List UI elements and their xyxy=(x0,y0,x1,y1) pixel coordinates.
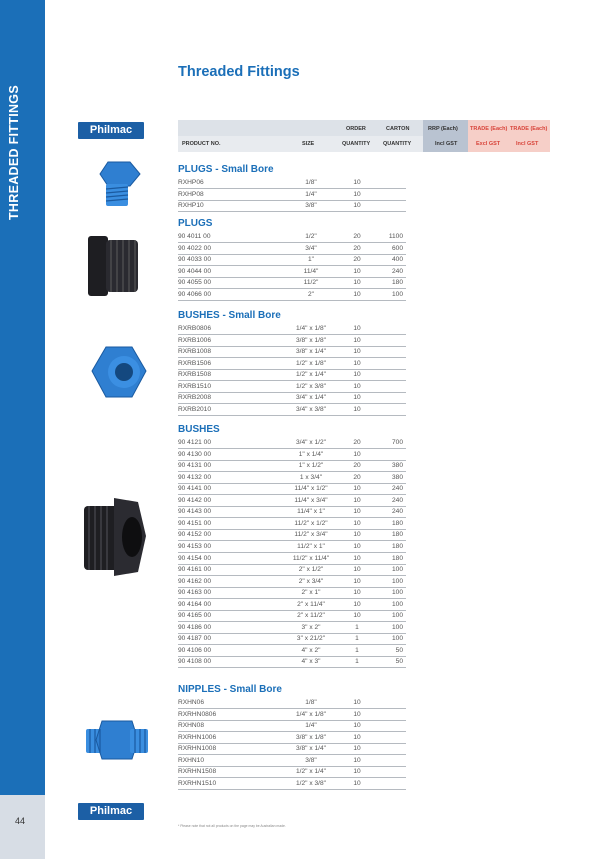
table-row xyxy=(178,382,406,393)
table-row xyxy=(178,657,406,668)
page-number: 44 xyxy=(15,816,26,826)
table-row xyxy=(178,646,406,657)
order-qty-cell: 10 xyxy=(353,577,361,585)
size-cell: 11/4" xyxy=(303,267,319,275)
order-qty-cell: 10 xyxy=(353,325,361,332)
product-no-cell: 90 4108 00 xyxy=(178,658,212,666)
sidebar xyxy=(0,0,45,859)
size-cell: 1" x 1/4" xyxy=(298,450,324,458)
section-title: BUSHES - Small Bore xyxy=(178,310,281,321)
order-qty-cell: 10 xyxy=(353,699,361,706)
table-row xyxy=(178,542,406,553)
section-title: PLUGS - Small Bore xyxy=(178,164,274,175)
size-cell: 2" x 3/4" xyxy=(298,577,324,585)
product-no-cell: RXRHN1508 xyxy=(178,768,217,776)
order-qty-cell: 10 xyxy=(353,179,361,186)
carton-qty-cell: 100 xyxy=(391,635,403,643)
table-row xyxy=(178,634,406,645)
table-row xyxy=(178,461,406,472)
table-row xyxy=(178,232,406,243)
product-no-cell: 90 4152 00 xyxy=(178,531,212,539)
order-qty-cell: 10 xyxy=(353,745,361,753)
size-cell: 2" x 11/2" xyxy=(297,612,325,620)
order-qty-cell: 10 xyxy=(353,382,361,390)
table-row xyxy=(178,336,406,347)
size-cell: 3/4" x 1/2" xyxy=(296,439,326,446)
table-row xyxy=(178,359,406,370)
product-no-cell: RXHP08 xyxy=(178,190,204,198)
rrp-column-band xyxy=(423,120,468,152)
size-cell: 3/8" xyxy=(305,756,317,764)
product-no-cell: 90 4151 00 xyxy=(178,519,212,527)
header-carton-quantity: QUANTITY xyxy=(383,141,412,147)
sidebar-title: THREADED FITTINGS xyxy=(7,85,21,220)
header-order-quantity: QUANTITY xyxy=(342,141,371,147)
size-cell: 11/2" x 11/4" xyxy=(292,554,330,562)
section-title: PLUGS xyxy=(178,218,213,229)
order-qty-cell: 10 xyxy=(353,348,361,356)
order-qty-cell: 10 xyxy=(353,485,361,493)
product-no-cell: 90 4164 00 xyxy=(178,600,212,608)
order-qty-cell: 10 xyxy=(353,554,361,562)
table-row xyxy=(178,623,406,634)
size-cell: 11/2" x 1/2" xyxy=(294,519,328,527)
product-no-cell: 90 4106 00 xyxy=(178,646,212,654)
table-row xyxy=(178,178,406,189)
table-row xyxy=(178,324,406,335)
size-cell: 11/4" x 3/4" xyxy=(294,496,328,504)
product-no-cell: 90 4131 00 xyxy=(178,462,212,470)
order-qty-cell: 10 xyxy=(353,267,361,275)
product-no-cell: RXRB2008 xyxy=(178,394,211,402)
product-no-cell: 90 4187 00 xyxy=(178,635,212,643)
brand-logo: Philmac xyxy=(78,122,144,139)
size-cell: 3/8" x 1/8" xyxy=(296,336,326,344)
plug-small-bore-image xyxy=(86,160,146,215)
order-qty-cell: 20 xyxy=(353,256,361,264)
order-qty-cell: 1 xyxy=(355,646,359,654)
table-row xyxy=(178,698,406,709)
plug-image xyxy=(84,228,144,303)
order-qty-cell: 10 xyxy=(353,722,361,730)
order-qty-cell: 10 xyxy=(353,336,361,344)
product-no-cell: RXHN06 xyxy=(178,699,205,706)
carton-qty-cell: 180 xyxy=(391,279,403,287)
order-qty-cell: 10 xyxy=(353,779,361,787)
table-row xyxy=(178,577,406,588)
table-row xyxy=(178,756,406,767)
product-no-cell: 90 4154 00 xyxy=(178,554,212,562)
carton-qty-cell: 600 xyxy=(391,244,403,252)
order-qty-cell: 1 xyxy=(355,635,359,643)
carton-qty-cell: 1100 xyxy=(388,233,403,240)
table-row xyxy=(178,519,406,530)
page-number-box xyxy=(0,795,45,859)
table-row xyxy=(178,565,406,576)
product-no-cell: 90 4143 00 xyxy=(178,508,212,516)
table-row xyxy=(178,290,406,301)
table-row xyxy=(178,438,406,449)
size-cell: 1/2" x 1/8" xyxy=(296,359,326,367)
product-no-cell: 90 4162 00 xyxy=(178,577,212,585)
size-cell: 3/4" x 3/8" xyxy=(296,405,326,413)
order-qty-cell: 20 xyxy=(353,462,361,470)
table-row xyxy=(178,507,406,518)
product-no-cell: RXRB1510 xyxy=(178,382,211,390)
carton-qty-cell: 100 xyxy=(391,566,403,574)
size-cell: 1/8" xyxy=(305,179,317,186)
product-no-cell: 90 4141 00 xyxy=(178,485,212,493)
table-row xyxy=(178,190,406,201)
table-row xyxy=(178,347,406,358)
product-no-cell: 90 4066 00 xyxy=(178,290,212,298)
order-qty-cell: 10 xyxy=(353,600,361,608)
product-no-cell: 90 4130 00 xyxy=(178,450,212,458)
size-cell: 11/2" xyxy=(303,279,319,287)
table-row xyxy=(178,450,406,461)
carton-qty-cell: 400 xyxy=(391,256,403,264)
header-carton: CARTON xyxy=(386,126,410,132)
order-qty-cell: 1 xyxy=(355,623,359,631)
order-qty-cell: 10 xyxy=(353,371,361,379)
order-qty-cell: 10 xyxy=(353,405,361,413)
order-qty-cell: 10 xyxy=(353,566,361,574)
carton-qty-cell: 50 xyxy=(395,646,403,654)
header-incl-gst: Incl GST xyxy=(516,141,539,147)
product-no-cell: RXHP10 xyxy=(178,202,204,210)
size-cell: 1/4" x 1/8" xyxy=(296,710,326,718)
table-row xyxy=(178,201,406,212)
footnote: * Please note that not all products on the page may be Australian made. xyxy=(178,824,286,828)
header-trade-incl: TRADE (Each) xyxy=(510,126,548,132)
carton-qty-cell: 180 xyxy=(391,554,403,562)
product-no-cell: RXRB0806 xyxy=(178,325,211,332)
size-cell: 11/2" x 3/4" xyxy=(294,531,328,539)
order-qty-cell: 10 xyxy=(353,589,361,597)
bush-small-bore-image xyxy=(88,343,150,405)
size-cell: 3/4" x 1/4" xyxy=(296,394,326,402)
product-no-cell: 90 4055 00 xyxy=(178,279,212,287)
table-row xyxy=(178,484,406,495)
table-row xyxy=(178,767,406,778)
product-no-cell: RXRHN1510 xyxy=(178,779,217,787)
size-cell: 2" x 1/2" xyxy=(298,566,324,574)
table-row xyxy=(178,244,406,255)
size-cell: 3" x 21/2" xyxy=(296,635,326,643)
product-no-cell: RXRHN1008 xyxy=(178,745,217,753)
product-no-cell: RXHN10 xyxy=(178,756,205,764)
order-qty-cell: 10 xyxy=(353,733,361,741)
order-qty-cell: 10 xyxy=(353,359,361,367)
table-row xyxy=(178,393,406,404)
order-qty-cell: 20 xyxy=(353,473,361,481)
size-cell: 3" x 2" xyxy=(301,623,321,631)
product-no-cell: RXRHN0806 xyxy=(178,710,217,718)
size-cell: 1/8" xyxy=(305,699,317,706)
size-cell: 3/8" x 1/4" xyxy=(296,348,326,356)
order-qty-cell: 20 xyxy=(353,439,361,446)
product-no-cell: RXHP06 xyxy=(178,179,204,186)
header-size: SIZE xyxy=(302,141,315,147)
brand-logo-footer: Philmac xyxy=(78,803,144,820)
carton-qty-cell: 180 xyxy=(391,542,403,550)
product-no-cell: 90 4153 00 xyxy=(178,542,212,550)
size-cell: 11/4" x 1" xyxy=(297,508,325,516)
header-order: ORDER xyxy=(346,126,366,132)
product-no-cell: RXRB1506 xyxy=(178,359,211,367)
trade-column-band xyxy=(468,120,550,152)
size-cell: 11/2" x 1" xyxy=(297,542,325,550)
carton-qty-cell: 240 xyxy=(391,508,403,516)
size-cell: 1" x 1/2" xyxy=(298,462,324,470)
table-row xyxy=(178,496,406,507)
carton-qty-cell: 180 xyxy=(391,519,403,527)
table-row xyxy=(178,744,406,755)
size-cell: 1 x 3/4" xyxy=(299,473,323,481)
table-row xyxy=(178,530,406,541)
product-no-cell: 90 4011 00 xyxy=(178,233,211,240)
product-no-cell: RXRB2010 xyxy=(178,405,211,413)
product-no-cell: 90 4132 00 xyxy=(178,473,212,481)
carton-qty-cell: 700 xyxy=(391,439,403,446)
section-title: NIPPLES - Small Bore xyxy=(178,684,282,695)
carton-qty-cell: 100 xyxy=(391,600,403,608)
size-cell: 1/2" x 1/4" xyxy=(296,371,326,379)
size-cell: 1/2" x 1/4" xyxy=(296,768,326,776)
table-row xyxy=(178,779,406,790)
table-row xyxy=(178,370,406,381)
section-title: BUSHES xyxy=(178,424,220,435)
product-no-cell: 90 4022 00 xyxy=(178,244,212,252)
carton-qty-cell: 180 xyxy=(391,531,403,539)
order-qty-cell: 10 xyxy=(353,542,361,550)
size-cell: 1/2" x 3/8" xyxy=(296,779,326,787)
carton-qty-cell: 380 xyxy=(391,473,403,481)
size-cell: 2" xyxy=(307,290,314,298)
carton-qty-cell: 100 xyxy=(391,612,403,620)
size-cell: 1/4" x 1/8" xyxy=(296,325,326,332)
product-no-cell: 90 4033 00 xyxy=(178,256,212,264)
header-excl-gst: Excl GST xyxy=(476,141,501,147)
product-no-cell: 90 4186 00 xyxy=(178,623,212,631)
header-rrp: RRP (Each) xyxy=(428,126,458,132)
table-row xyxy=(178,710,406,721)
page-title: Threaded Fittings xyxy=(178,64,300,80)
order-qty-cell: 10 xyxy=(353,710,361,718)
table-row xyxy=(178,255,406,266)
order-qty-cell: 10 xyxy=(353,190,361,198)
carton-qty-cell: 240 xyxy=(391,496,403,504)
order-qty-cell: 20 xyxy=(353,244,361,252)
carton-qty-cell: 100 xyxy=(391,589,403,597)
product-no-cell: RXRB1006 xyxy=(178,336,211,344)
product-no-cell: RXRB1508 xyxy=(178,371,211,379)
header-rrp-incl-gst: Incl GST xyxy=(435,141,458,147)
order-qty-cell: 10 xyxy=(353,496,361,504)
size-cell: 1/4" xyxy=(305,722,317,730)
product-no-cell: 90 4121 00 xyxy=(178,439,212,446)
order-qty-cell: 10 xyxy=(353,508,361,516)
size-cell: 11/4" x 1/2" xyxy=(294,485,328,493)
order-qty-cell: 10 xyxy=(353,279,361,287)
order-qty-cell: 10 xyxy=(353,519,361,527)
order-qty-cell: 10 xyxy=(353,768,361,776)
order-qty-cell: 10 xyxy=(353,756,361,764)
table-row xyxy=(178,554,406,565)
table-row xyxy=(178,721,406,732)
size-cell: 3/4" xyxy=(305,244,317,252)
size-cell: 3/8" xyxy=(305,202,317,210)
table-row xyxy=(178,267,406,278)
table-row xyxy=(178,473,406,484)
header-trade-excl: TRADE (Each) xyxy=(470,126,508,132)
table-row xyxy=(178,405,406,416)
table-row xyxy=(178,600,406,611)
product-no-cell: 90 4142 00 xyxy=(178,496,212,504)
size-cell: 1" xyxy=(307,256,314,264)
size-cell: 3/8" x 1/4" xyxy=(296,745,326,753)
product-no-cell: 90 4044 00 xyxy=(178,267,212,275)
product-no-cell: RXHN08 xyxy=(178,722,205,730)
table-row xyxy=(178,278,406,289)
product-no-cell: 90 4165 00 xyxy=(178,612,212,620)
table-row xyxy=(178,588,406,599)
size-cell: 4" x 2" xyxy=(301,646,321,654)
order-qty-cell: 10 xyxy=(353,394,361,402)
nipple-small-bore-image xyxy=(84,713,150,767)
order-qty-cell: 10 xyxy=(353,612,361,620)
size-cell: 3/8" x 1/8" xyxy=(296,733,326,741)
product-no-cell: RXRHN1006 xyxy=(178,733,217,741)
order-qty-cell: 10 xyxy=(353,290,361,298)
product-no-cell: 90 4163 00 xyxy=(178,589,212,597)
carton-qty-cell: 100 xyxy=(391,623,403,631)
carton-qty-cell: 100 xyxy=(391,577,403,585)
carton-qty-cell: 50 xyxy=(395,658,403,666)
carton-qty-cell: 240 xyxy=(391,485,403,493)
table-row xyxy=(178,733,406,744)
size-cell: 4" x 3" xyxy=(301,658,321,666)
size-cell: 2" x 11/4" xyxy=(297,600,325,608)
order-qty-cell: 10 xyxy=(353,450,361,458)
order-qty-cell: 20 xyxy=(353,233,361,240)
size-cell: 1/4" xyxy=(305,190,317,198)
carton-qty-cell: 380 xyxy=(391,462,403,470)
table-header xyxy=(178,120,550,152)
header-product-no: PRODUCT NO. xyxy=(182,141,221,147)
order-qty-cell: 10 xyxy=(353,202,361,210)
size-cell: 1/2" x 3/8" xyxy=(296,382,326,390)
product-no-cell: RXRB1008 xyxy=(178,348,211,356)
bush-image xyxy=(80,492,150,582)
order-qty-cell: 10 xyxy=(353,531,361,539)
table-row xyxy=(178,611,406,622)
size-cell: 1/2" xyxy=(305,233,317,240)
carton-qty-cell: 240 xyxy=(391,267,403,275)
product-no-cell: 90 4161 00 xyxy=(178,566,212,574)
size-cell: 2" x 1" xyxy=(301,589,321,597)
order-qty-cell: 1 xyxy=(355,658,359,666)
carton-qty-cell: 100 xyxy=(391,290,403,298)
